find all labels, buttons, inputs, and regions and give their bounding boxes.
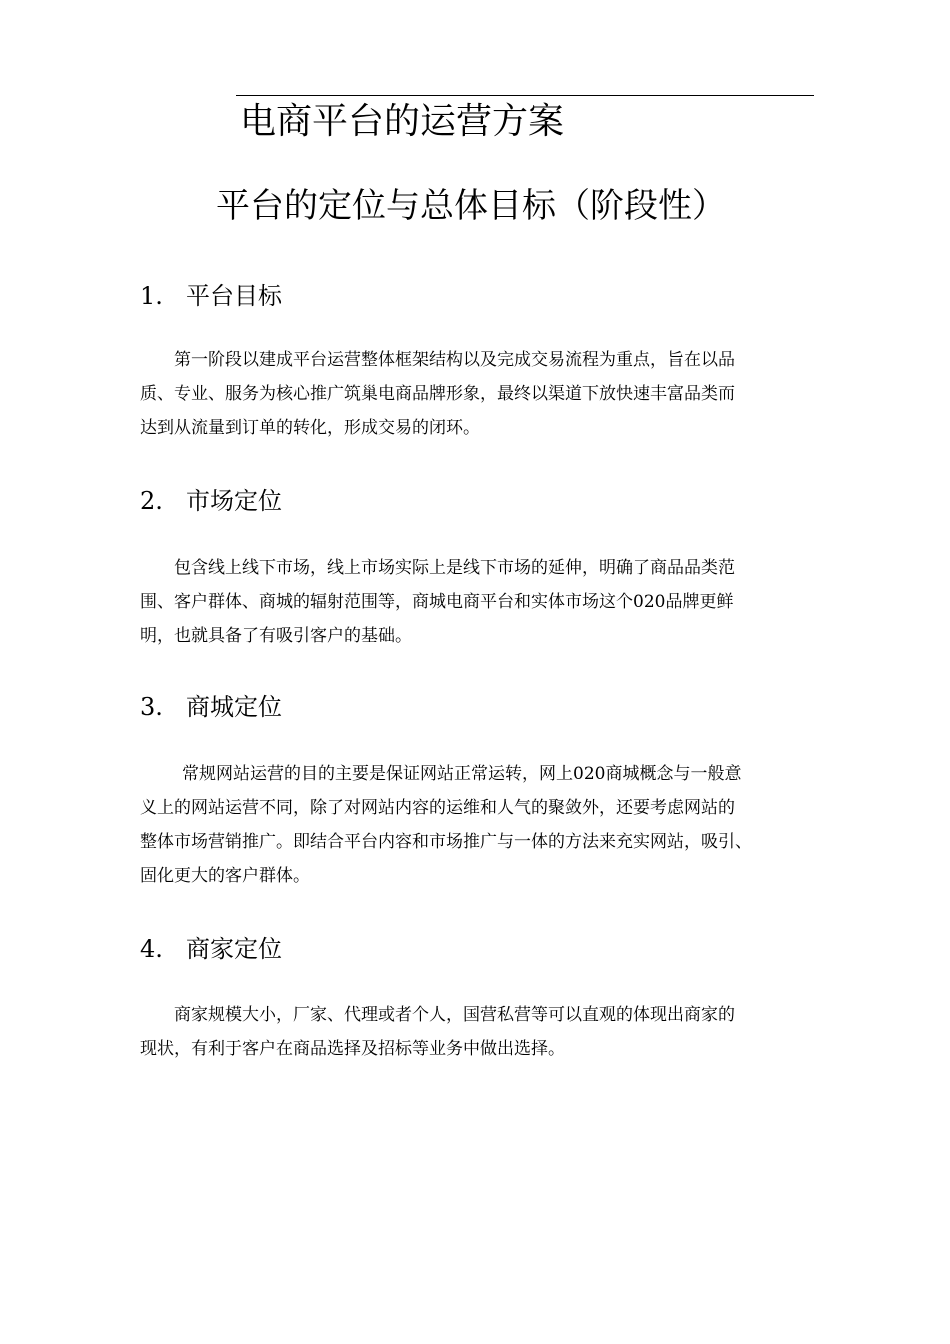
paragraph-line: 质、专业、服务为核心推广筑巢电商品牌形象，最终以渠道下放快速丰富品类而: [140, 384, 735, 404]
paragraph-line: 整体市场营销推广。即结合平台内容和市场推广与一体的方法来充实网站，吸引、: [140, 832, 752, 852]
section-number: 4.: [140, 935, 163, 963]
paragraph-line: 第一阶段以建成平台运营整体框架结构以及完成交易流程为重点，旨在以品: [174, 350, 735, 370]
paragraph-line: 包含线上线下市场，线上市场实际上是线下市场的延伸，明确了商品品类范: [174, 558, 735, 578]
section-paragraph-3: [140, 757, 830, 893]
paragraph-line: 明，也就具备了有吸引客户的基础。: [140, 626, 412, 646]
document-subtitle: 平台的定位与总体目标（阶段性）: [216, 186, 726, 226]
document-title: 电商平台的运营方案: [240, 101, 565, 142]
section-paragraph-2: [140, 551, 830, 653]
paragraph-line: 达到从流量到订单的转化，形成交易的闭环。: [140, 418, 480, 438]
paragraph-line: 商家规模大小，厂家、代理或者个人，国营私营等可以直观的体现出商家的: [174, 1005, 735, 1025]
section-number: 2.: [140, 487, 163, 515]
paragraph-line: 围、客户群体、商城的辐射范围等，商城电商平台和实体市场这个020品牌更鲜: [140, 592, 734, 612]
section-paragraph-4: [140, 998, 830, 1066]
section-title: 商城定位: [186, 693, 282, 721]
paragraph-line: 固化更大的客户群体。: [140, 866, 310, 886]
section-number: 1.: [140, 282, 163, 310]
section-title: 商家定位: [186, 935, 282, 963]
section-title: 市场定位: [186, 487, 282, 515]
section-heading-3: [140, 689, 282, 725]
paragraph-line: 常规网站运营的目的主要是保证网站正常运转，网上020商城概念与一般意: [182, 764, 742, 784]
section-title: 平台目标: [186, 282, 282, 310]
section-heading-2: [140, 483, 282, 519]
section-heading-4: [140, 931, 282, 967]
section-number: 3.: [140, 693, 163, 721]
paragraph-line: 现状，有利于客户在商品选择及招标等业务中做出选择。: [140, 1039, 565, 1059]
section-heading-1: [140, 278, 282, 314]
section-paragraph-1: [140, 343, 830, 445]
paragraph-line: 义上的网站运营不同，除了对网站内容的运维和人气的聚敛外，还要考虑网站的: [140, 798, 735, 818]
